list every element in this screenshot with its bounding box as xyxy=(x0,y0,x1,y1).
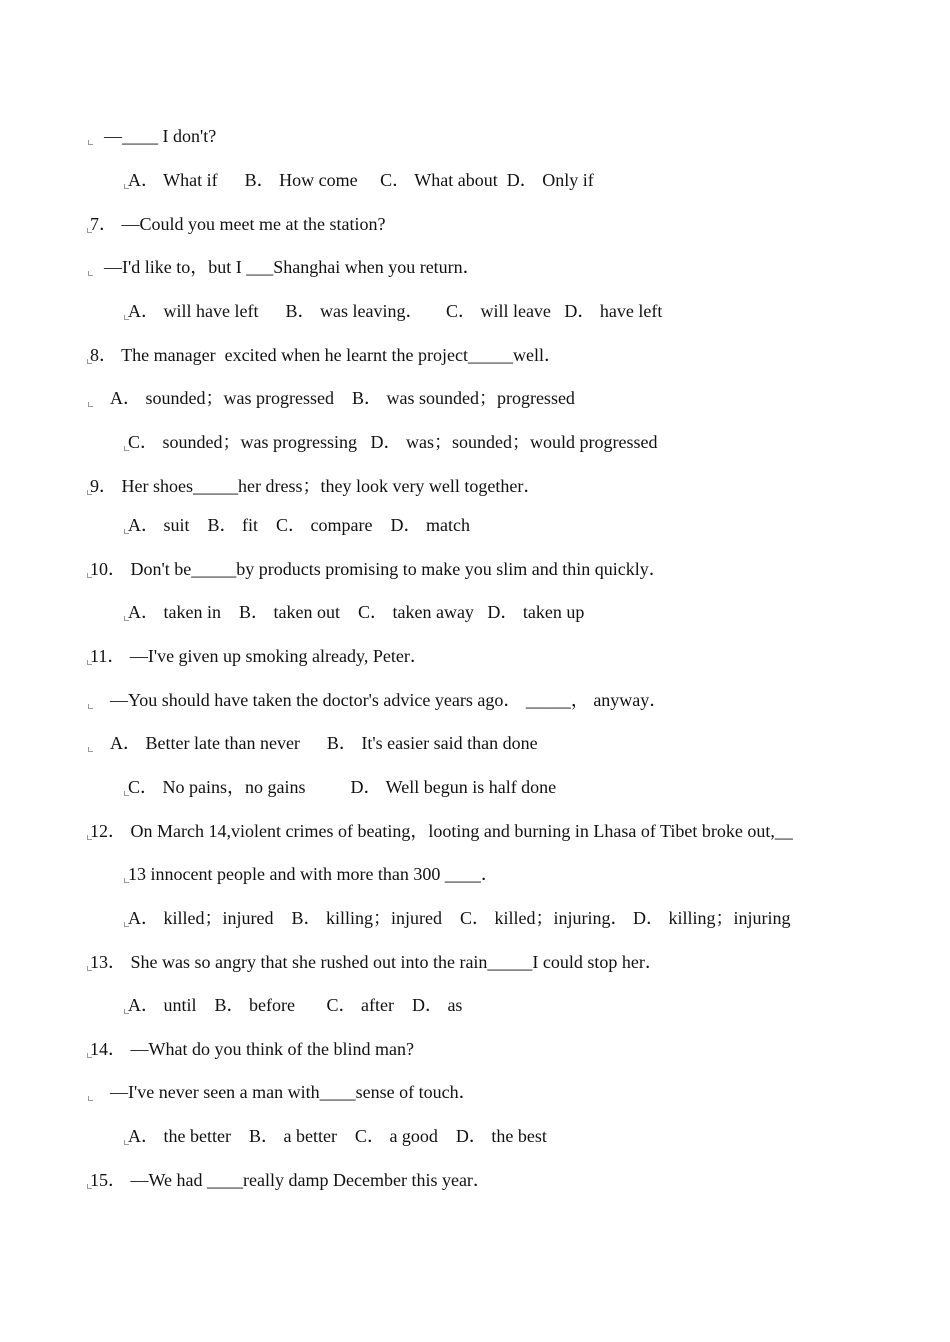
text-line: —You should have taken the doctor's advice years ago． _____， anyway． xyxy=(110,690,668,710)
text-line: C． sounded；was progressing D． was；sounded；would progressed xyxy=(128,432,658,452)
text-line: A． What if B． How come C． What about D． Only if xyxy=(128,170,594,190)
text-line: 15． —We had ____really damp December this year． xyxy=(90,1170,491,1190)
text-line: A． sounded；was progressed B． was sounded；progressed xyxy=(110,388,575,408)
text-line: A． suit B． fit C． compare D． match xyxy=(128,515,470,535)
text-line: 13． She was so angry that she rushed out into the rain_____I could stop her． xyxy=(90,952,663,972)
text-line: 11． —I've given up smoking already, Peter． xyxy=(90,646,428,666)
text-line: 12． On March 14,violent crimes of beating，looting and burning in Lhasa of Tibet broke out,__ xyxy=(90,821,793,841)
text-line: A． Better late than never B． It's easier said than done xyxy=(110,733,538,753)
text-line: —I've never seen a man with____sense of touch． xyxy=(110,1082,477,1102)
text-line: 14． —What do you think of the blind man? xyxy=(90,1039,414,1059)
text-line: 8． The manager excited when he learnt the project_____well． xyxy=(90,345,562,365)
text-line: C． No pains，no gains D． Well begun is half done xyxy=(128,777,557,797)
text-line: —I'd like to，but I ___Shanghai when you return． xyxy=(104,257,481,277)
paragraph-mark-icon xyxy=(88,271,93,276)
paragraph-mark-icon xyxy=(88,402,93,407)
text-line: 13 innocent people and with more than 300 ____． xyxy=(128,864,499,884)
text-line: A． the better B． a better C． a good D． the best xyxy=(128,1126,547,1146)
text-line: 9． Her shoes_____her dress；they look very well together． xyxy=(90,476,542,496)
paragraph-mark-icon xyxy=(88,1096,93,1101)
paragraph-mark-icon xyxy=(88,140,93,145)
text-line: 10． Don't be_____by products promising to make you slim and thin quickly． xyxy=(90,559,667,579)
text-line: A． will have left B． was leaving． C． will leave D． have left xyxy=(128,301,663,321)
text-line: A． until B． before C． after D． as xyxy=(128,995,463,1015)
paragraph-mark-icon xyxy=(88,747,93,752)
paragraph-mark-icon xyxy=(88,704,93,709)
text-line: 7． —Could you meet me at the station? xyxy=(90,214,386,234)
text-line: A． killed；injured B． killing；injured C． killed；injuring． D． killing；injuring xyxy=(128,908,791,928)
text-line: —____ I don't? xyxy=(104,126,217,146)
text-line: A． taken in B． taken out C． taken away D． taken up xyxy=(128,602,585,622)
